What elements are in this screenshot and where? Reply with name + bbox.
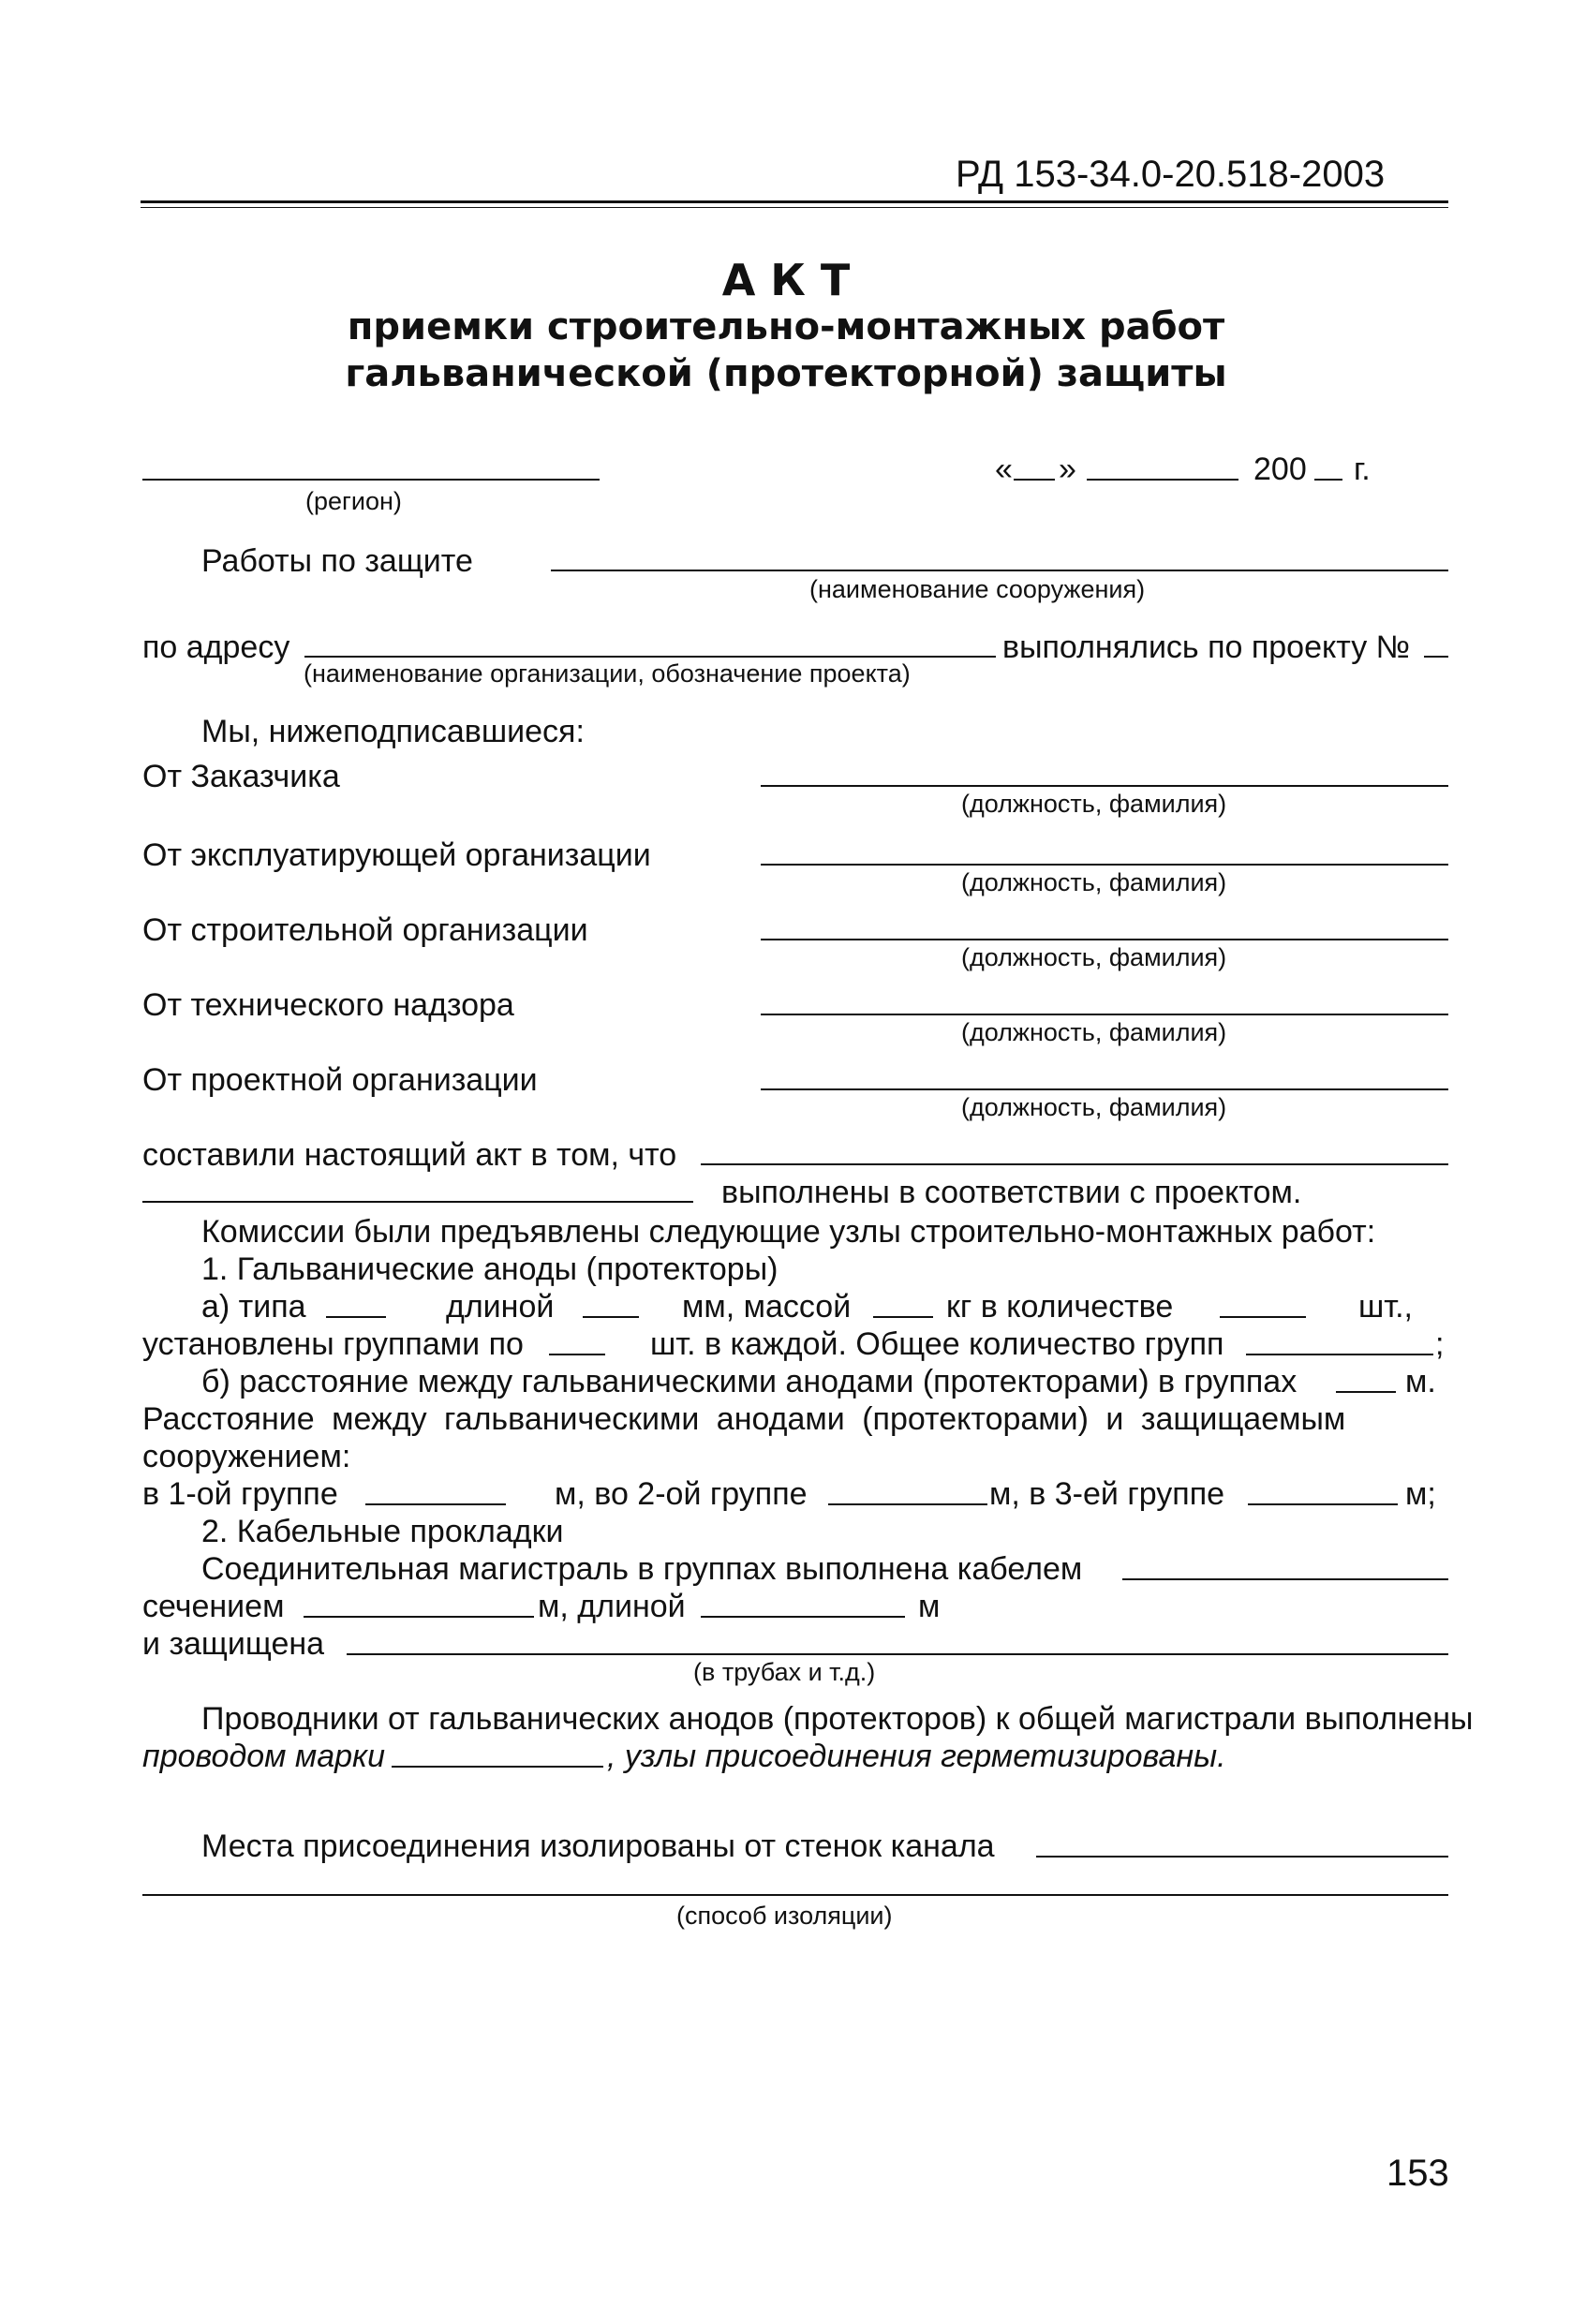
structure-caption: (наименование сооружения)	[809, 575, 1146, 603]
m-dot-label: м.	[1405, 1364, 1436, 1399]
group3-field[interactable]	[1248, 1503, 1398, 1505]
address-field[interactable]	[304, 656, 996, 658]
b-distance-label: б) расстояние между гальваническими анодами (протекторами) в группах	[201, 1364, 1298, 1399]
compiled-field[interactable]	[701, 1163, 1448, 1165]
header-rule	[141, 200, 1448, 203]
joints-sealed-label: , узлы присоединения герметизированы.	[607, 1739, 1226, 1774]
group3-label: м, в 3-ей группе	[989, 1476, 1225, 1512]
document-code: РД 153-34.0-20.518-2003	[956, 154, 1386, 195]
date-open-quote: «	[995, 451, 1013, 487]
position-caption: (должность, фамилия)	[961, 1093, 1227, 1121]
date-year-field[interactable]	[1314, 479, 1342, 481]
page-number: 153	[1387, 2153, 1449, 2194]
mass-field[interactable]	[873, 1316, 933, 1318]
semicolon: ;	[1435, 1326, 1445, 1362]
we-signed-label: Мы, нижеподписавшиеся:	[201, 714, 585, 749]
pcs-each-label: шт. в каждой. Общее количество групп	[650, 1326, 1224, 1362]
rep-supervision-field[interactable]	[761, 1014, 1448, 1015]
rep-construction-field[interactable]	[761, 939, 1448, 940]
date-day-field[interactable]	[1014, 479, 1055, 481]
section-field[interactable]	[304, 1616, 534, 1618]
address-label: по адресу	[142, 629, 290, 665]
compiled-label: составили настоящий акт в том, что	[142, 1137, 677, 1173]
commission-label: Комиссии были предъявлены следующие узлы строительно-монтажных работ:	[201, 1214, 1376, 1250]
cable-field[interactable]	[1122, 1578, 1448, 1580]
wire-brand-label: проводом марки	[142, 1739, 385, 1774]
a-type-label: а) типа	[201, 1289, 306, 1325]
length-label: длиной	[446, 1289, 555, 1325]
position-caption: (должность, фамилия)	[961, 1018, 1227, 1046]
date-close-quote: »	[1059, 451, 1076, 487]
trunk-label: Соединительная магистраль в группах выполнена кабелем	[201, 1551, 1083, 1587]
type-field[interactable]	[326, 1316, 386, 1318]
isolation-caption: (способ изоляции)	[676, 1902, 893, 1930]
rep-operating-field[interactable]	[761, 864, 1448, 866]
mm-mass-label: мм, массой	[682, 1289, 852, 1325]
region-caption: (регион)	[305, 487, 402, 515]
section-label: сечением	[142, 1589, 285, 1624]
pcs-label: шт.,	[1358, 1289, 1413, 1325]
position-caption: (должность, фамилия)	[961, 943, 1227, 971]
cable-length-field[interactable]	[701, 1616, 905, 1618]
item1-heading: 1. Гальванические аноды (протекторы)	[201, 1251, 779, 1287]
distance-line1: Расстояние между гальваническими анодами (протекторами) и защищаемым	[142, 1401, 1346, 1437]
rep-customer-label: От Заказчика	[142, 759, 340, 794]
done-per-project-label: выполнены в соответствии с проектом.	[721, 1175, 1302, 1210]
qty-field[interactable]	[1220, 1316, 1306, 1318]
region-field[interactable]	[142, 479, 600, 481]
compiled-field-2[interactable]	[142, 1201, 693, 1203]
m-length-label: м, длиной	[538, 1589, 686, 1624]
org-project-caption: (наименование организации, обозначение проекта)	[304, 659, 911, 688]
installed-groups-label: установлены группами по	[142, 1326, 524, 1362]
rep-construction-label: От строительной организации	[142, 912, 588, 948]
project-number-field[interactable]	[1424, 656, 1448, 658]
position-caption: (должность, фамилия)	[961, 868, 1227, 896]
protected-label: и защищена	[142, 1626, 325, 1662]
m-semicolon-label: м;	[1405, 1476, 1436, 1512]
act-subtitle-line1: приемки строительно-монтажных работ	[347, 305, 1225, 348]
groups-total-field[interactable]	[1246, 1354, 1433, 1355]
structure-name-field[interactable]	[551, 570, 1448, 571]
wire-brand-field[interactable]	[392, 1766, 603, 1768]
length-field[interactable]	[583, 1316, 639, 1318]
work-protection-label: Работы по защите	[201, 543, 473, 579]
group1-field[interactable]	[365, 1503, 506, 1505]
rep-design-label: От проектной организации	[142, 1062, 538, 1098]
joint-insulation-field[interactable]	[1036, 1856, 1448, 1858]
rep-supervision-label: От технического надзора	[142, 987, 514, 1023]
rep-customer-field[interactable]	[761, 785, 1448, 787]
m-label: м	[918, 1589, 941, 1624]
position-caption: (должность, фамилия)	[961, 790, 1227, 818]
act-subtitle-line2: гальванической (протекторной) защиты	[345, 352, 1227, 395]
protected-field[interactable]	[347, 1653, 1448, 1655]
date-g: г.	[1354, 451, 1371, 487]
executed-project-label: выполнялись по проекту №	[1002, 629, 1411, 665]
pipes-caption: (в трубах и т.д.)	[693, 1658, 876, 1686]
act-title: А К Т	[721, 255, 851, 305]
joint-places-label: Места присоединения изолированы от стенок канала	[201, 1828, 995, 1864]
distance-line2: сооружением:	[142, 1439, 351, 1474]
rep-design-field[interactable]	[761, 1088, 1448, 1090]
group1-label: в 1-ой группе	[142, 1476, 338, 1512]
date-year: 200	[1253, 451, 1307, 487]
distance-in-group-field[interactable]	[1336, 1391, 1396, 1393]
header-rule-thin	[141, 207, 1448, 208]
group2-label: м, во 2-ой группе	[555, 1476, 808, 1512]
rep-operating-label: От эксплуатирующей организации	[142, 837, 651, 873]
item2-heading: 2. Кабельные прокладки	[201, 1514, 564, 1549]
date-month-field[interactable]	[1087, 479, 1238, 481]
conductors-label: Проводники от гальванических анодов (протекторов) к общей магистрали выполнены	[201, 1701, 1474, 1737]
group2-field[interactable]	[828, 1503, 987, 1505]
insulation-method-field[interactable]	[142, 1894, 1448, 1896]
group-size-field[interactable]	[549, 1354, 605, 1355]
kg-qty-label: кг в количестве	[946, 1289, 1174, 1325]
